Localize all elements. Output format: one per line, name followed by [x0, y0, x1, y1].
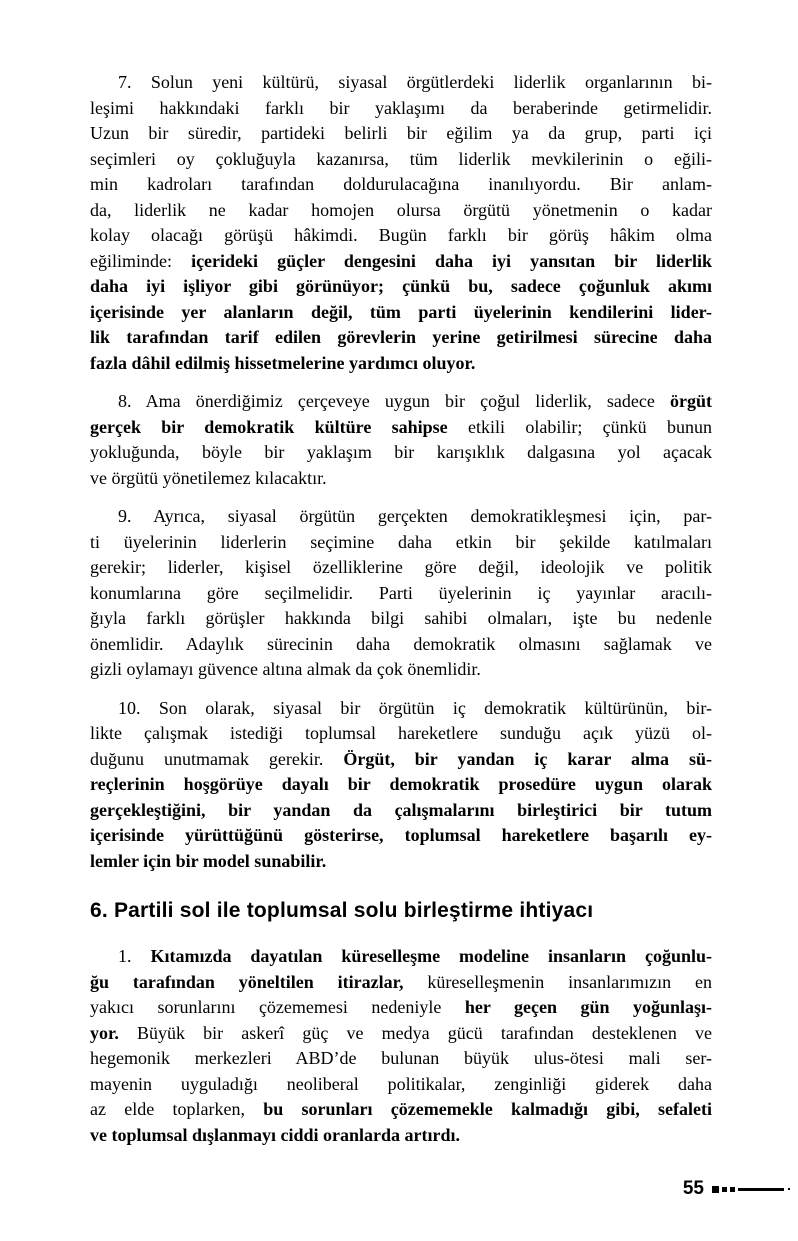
bold-text-run: lemler için bir model sunabilir.: [90, 850, 327, 871]
text-run: küreselleşmenin insanlarımızın en: [403, 971, 712, 992]
text-line: [90, 440, 712, 466]
text-run: ve örgütü yönetilemez kılacaktır.: [90, 467, 327, 488]
text-line: [90, 172, 712, 198]
bold-text-run: gerçekleştiğini, bir yandan da çalışmalarını birleştirici bir tutum: [90, 799, 712, 820]
text-line: [90, 995, 712, 1021]
square-icon: [722, 1187, 727, 1192]
bold-text-run: her geçen gün yoğunlaşı-: [464, 997, 713, 1017]
paragraph-10: [90, 696, 712, 875]
text-block: [90, 70, 712, 1161]
text-line: [90, 1021, 712, 1047]
square-icon: [712, 1186, 719, 1193]
text-line: [90, 798, 712, 824]
text-run: Uzun bir süredir, partideki belirli bir eğilim ya da grup, parti içi: [90, 123, 712, 143]
text-line: [90, 970, 712, 996]
text-line: [90, 1097, 712, 1123]
text-run: 9. Ayrıca, siyasal örgütün gerçekten demokratikleşmesi için, par-: [118, 506, 712, 526]
text-line: [90, 223, 712, 249]
paragraph-7: [90, 70, 712, 376]
dot-icon: [788, 1188, 790, 1190]
text-line: [90, 147, 712, 173]
text-line: [90, 721, 712, 747]
text-line: [90, 325, 712, 351]
bold-text-run: fazla dâhil edilmiş hissetmelerine yardımcı oluyor.: [90, 352, 476, 373]
text-line: [90, 274, 712, 300]
bold-text-run: örgüt: [670, 391, 712, 411]
text-run: yokluğunda, böyle bir yaklaşım bir karışıklık dalgasına yol açacak: [90, 442, 712, 462]
text-run: gerekir; liderler, kişisel özelliklerine göre değil, ideolojik ve politik: [90, 557, 712, 577]
page-number: 55: [682, 1178, 704, 1199]
text-run: duğunu unutmamak gerekir.: [90, 748, 344, 769]
text-run: önemlidir. Adaylık sürecinin daha demokratik olmasını sağlamak ve: [90, 633, 712, 654]
text-line: [90, 351, 712, 377]
text-run: az elde toplarken,: [90, 1099, 264, 1119]
text-run: etkili olabilir; çünkü bunun: [447, 416, 712, 437]
text-line: [90, 389, 712, 415]
bold-text-run: Kıtamızda dayatılan küreselleşme modeline insanların çoğunlu-: [150, 946, 712, 966]
text-run: 7. Solun yeni kültürü, siyasal örgütlerdeki liderlik organlarının bi-: [118, 72, 712, 92]
text-run: ğıyla farklı görüşler hakkında bilgi sahibi olmaları, işte bu nedenle: [90, 608, 712, 628]
text-run: da, liderlik ne kadar homojen olursa örgütü yönetmenin o kadar: [90, 199, 712, 220]
page-footer: [683, 1177, 790, 1201]
text-line: [90, 530, 712, 556]
text-line: [90, 1072, 712, 1098]
text-run: konumlarına göre seçilmelidir. Parti üyelerinin iç yayınlar aracılı-: [90, 582, 712, 603]
text-line: [90, 632, 712, 658]
text-line: [90, 1046, 712, 1072]
bold-text-run: reçlerinin hoşgörüye dayalı bir demokratik prosedüre uygun olarak: [90, 774, 712, 794]
text-run: seçimleri oy çokluğuyla kazanırsa, tüm liderlik mevkilerinin o eğili-: [90, 148, 712, 169]
bold-text-run: daha iyi işliyor gibi görünüyor; çünkü bu, sadece çoğunluk akımı: [90, 276, 712, 296]
text-line: [90, 415, 712, 441]
text-run: 10. Son olarak, siyasal bir örgütün iç demokratik kültürünün, bir-: [118, 697, 712, 718]
footer-rule: [738, 1188, 784, 1191]
text-run: eğiliminde:: [90, 250, 192, 271]
bold-text-run: Örgüt, bir yandan iç karar alma sü-: [343, 748, 712, 769]
text-run: gizli oylamayı güvence altına almak da çok önemlidir.: [90, 659, 481, 679]
text-line: [90, 1123, 712, 1149]
text-run: yakıcı sorunlarını çözememesi nedeniyle: [90, 997, 465, 1017]
footer-squares-rule-icon: [712, 1186, 790, 1193]
text-line: [90, 555, 712, 581]
square-icon: [730, 1187, 735, 1192]
paragraph-9: [90, 504, 712, 683]
text-line: [90, 300, 712, 326]
text-line: [90, 96, 712, 122]
bold-text-run: ve toplumsal dışlanmayı ciddi oranlarda artırdı.: [90, 1124, 461, 1145]
text-run: min kadroları tarafından doldurulacağına inanılıyordu. Bir anlam-: [90, 174, 712, 194]
text-line: [90, 198, 712, 224]
text-line: [90, 70, 712, 96]
text-line: [90, 249, 712, 275]
text-line: [90, 747, 712, 773]
text-line: [90, 823, 712, 849]
text-line: [90, 849, 712, 875]
bold-text-run: yor.: [90, 1022, 119, 1043]
bold-text-run: bu sorunları çözememekle kalmadığı gibi, sefaleti: [263, 1099, 712, 1119]
text-run: 1.: [118, 946, 151, 966]
text-line: [90, 606, 712, 632]
text-line: [90, 581, 712, 607]
section-heading-6: 6. Partili sol ile toplumsal solu birleştirme ihtiyacı: [90, 899, 594, 922]
paragraph-8: [90, 389, 712, 491]
text-run: Büyük bir askerî güç ve medya gücü tarafından desteklenen ve: [118, 1022, 712, 1043]
text-line: [90, 696, 712, 722]
bold-text-run: içerisinde yer alanların değil, tüm parti üyelerinin kendilerini lider-: [90, 301, 712, 322]
bold-text-run: içerideki güçler dengesini daha iyi yansıtan bir liderlik: [191, 250, 712, 271]
text-run: ti üyelerinin liderlerin seçimine daha etkin bir şekilde katılmaları: [90, 531, 712, 552]
text-line: [90, 121, 712, 147]
text-line: [90, 944, 712, 970]
text-run: mayenin uyguladığı neoliberal politikalar, zenginliği giderek daha: [90, 1073, 712, 1094]
bold-text-run: gerçek bir demokratik kültüre sahipse: [90, 416, 448, 437]
bold-text-run: lik tarafından tarif edilen görevlerin yerine getirilmesi sürecine daha: [90, 327, 712, 347]
text-line: [90, 466, 712, 492]
text-line: [90, 657, 712, 683]
text-run: 8. Ama önerdiğimiz çerçeveye uygun bir çoğul liderlik, sadece: [118, 391, 670, 411]
paragraph-1: [90, 944, 712, 1148]
text-run: hegemonik merkezleri ABD’de bulunan büyük ulus-ötesi mali ser-: [90, 1048, 712, 1068]
text-line: [90, 504, 712, 530]
bold-text-run: içerisinde yürüttüğünü gösterirse, toplumsal hareketlere başarılı ey-: [90, 825, 712, 845]
text-run: kolay olacağı görüşü hâkimdi. Bugün farklı bir görüş hâkim olma: [90, 225, 712, 245]
text-run: likte çalışmak istediği toplumsal hareketlere sunduğu açık yüzü ol-: [90, 723, 712, 743]
text-run: leşimi hakkındaki farklı bir yaklaşımı da beraberinde getirmelidir.: [90, 97, 712, 118]
bold-text-run: ğu tarafından yöneltilen itirazlar,: [90, 971, 404, 992]
text-line: [90, 772, 712, 798]
